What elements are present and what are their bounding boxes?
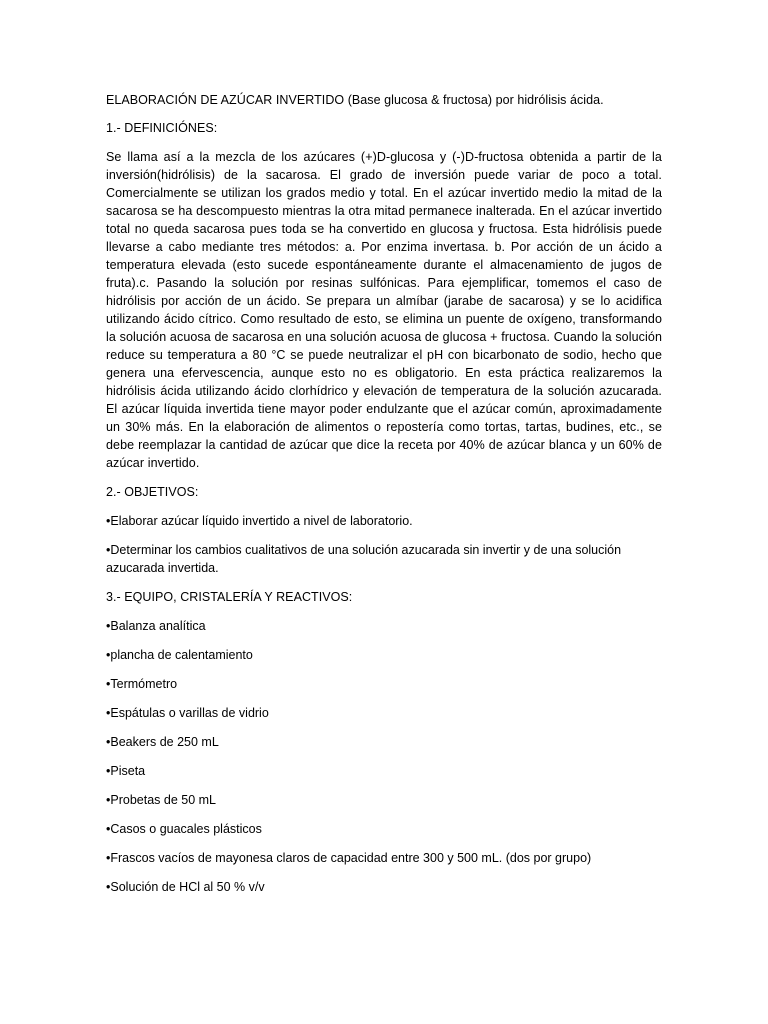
objetivos-list	[106, 512, 662, 577]
list-item: •Elaborar azúcar líquido invertido a nivel de laboratorio.	[106, 514, 413, 528]
definiciones-paragraph: Se llama así a la mezcla de los azúcares (+)D-glucosa y (-)D-fructosa obtenida a partir de la inversión(hidrólisis) de la sacarosa. El grado de inversión puede variar de poco a total. Comercialmente se utilizan los grados medio y total. En el azúcar invertido medio la mitad de la sacarosa se ha descompuesto mientras la otra mitad permanece inalterada. En el azúcar invertido total no queda sacarosa pues toda se ha convertido en glucosa y fructosa. Esta hidrólisis puede llevarse a cabo mediante tres métodos: a. Por enzima invertasa. b. Por acción de un ácido a temperatura elevada (esto sucede espontáneamente durante el almacenamiento de jugos de fruta).c. Pasando la solución por resinas sulfónicas. Para ejemplificar, tomemos el caso de hidrólisis por acción de un ácido. Se prepara un almíbar (jarabe de sacarosa) y se lo acidifica utilizando ácido cítrico. Como resultado de esto, se elimina un puente de oxígeno, transformando la solución acuosa de sacarosa en una solución acuosa de glucosa + fructosa. Cuando la solución reduce su temperatura a 80 °C se puede neutralizar el pH con bicarbonato de sodio, hecho que genera una efervescencia, aunque esto no es obligatorio. En esta práctica realizaremos la hidrólisis ácida utilizando ácido clorhídrico y elevación de temperatura de la solución azucarada. El azúcar líquida invertida tiene mayor poder endulzante que el azúcar común, aproximadamente un 30% más. En la elaboración de alimentos o repostería como tortas, tartas, budines, etc., se debe reemplazar la cantidad de azúcar que dice la receta por 40% de azúcar blanca y un 60% de azúcar invertido.	[106, 150, 662, 470]
section-heading-equipo: 3.- EQUIPO, CRISTALERÍA Y REACTIVOS:	[106, 590, 353, 604]
list-item: •Piseta	[106, 764, 146, 778]
list-item: •Frascos vacíos de mayonesa claros de capacidad entre 300 y 500 mL. (dos por grupo)	[106, 851, 592, 865]
list-item: •Probetas de 50 mL	[106, 793, 216, 807]
list-item: •Beakers de 250 mL	[106, 735, 219, 749]
list-item: •Balanza analítica	[106, 619, 206, 633]
list-item: •Solución de HCl al 50 % v/v	[106, 880, 265, 894]
list-item: •Determinar los cambios cualitativos de una solución azucarada sin invertir y de una solución azucarada invertida.	[106, 543, 622, 575]
section-heading-definiciones: 1.- DEFINICIÓNES:	[106, 121, 218, 135]
document-title: ELABORACIÓN DE AZÚCAR INVERTIDO (Base glucosa & fructosa) por hidrólisis ácida.	[106, 93, 604, 107]
list-item: •Casos o guacales plásticos	[106, 822, 262, 836]
equipo-list	[106, 617, 662, 896]
section-heading-objetivos: 2.- OBJETIVOS:	[106, 485, 199, 499]
list-item: •Espátulas o varillas de vidrio	[106, 706, 269, 720]
list-item: •plancha de calentamiento	[106, 648, 253, 662]
list-item: •Termómetro	[106, 677, 178, 691]
